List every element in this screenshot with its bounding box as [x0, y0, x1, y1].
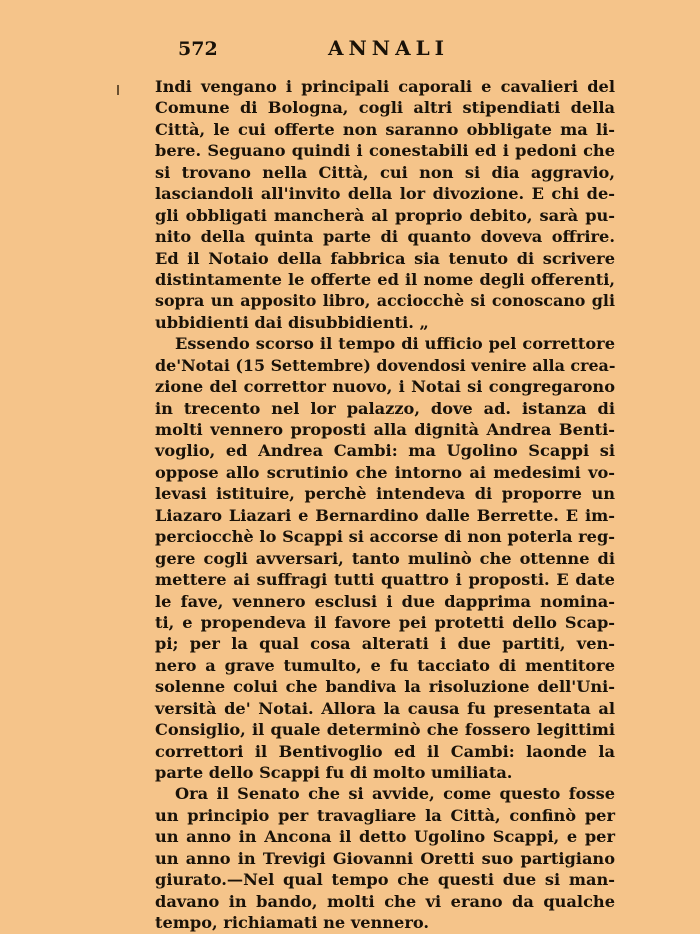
text-line: molti vennero proposti alla dignità Andrea Benti- [155, 420, 615, 439]
text-line: giurato.—Nel qual tempo che questi due si man- [155, 870, 615, 890]
text-line: distintamente le offerte ed il nome degli offerenti, [155, 269, 615, 289]
text-line: Città, le cui offerte non saranno obbligate ma li- [155, 119, 615, 139]
text-line: Ed il Notaio della fabbrica sia tenuto di scrivere [155, 248, 615, 268]
running-title: ANNALI [328, 36, 450, 60]
text-line: Essendo scorso il tempo di ufficio pel correttore [175, 334, 615, 354]
body-text [155, 76, 615, 934]
text-line: de'Notai (15 Settembre) dovendosi venire alla crea- [155, 355, 616, 375]
text-line: pi; per la qual cosa alterati i due partiti, ven- [155, 634, 615, 654]
page-number: 572 [178, 38, 218, 60]
text-line: bere. Seguano quindi i conestabili ed i pedoni che [155, 141, 615, 161]
text-line: nero a grave tumulto, e fu tacciato di mentitore [155, 655, 615, 675]
text-line: Comune di Bologna, cogli altri stipendiati della [155, 98, 615, 118]
text-line: Liazaro Liazari e Bernardino dalle Berrette. E im- [155, 505, 615, 525]
text-line: solenne colui che bandiva la risoluzione dell'Uni- [155, 677, 615, 697]
text-line: Ora il Senato che si avvide, come questo fosse [175, 784, 615, 804]
text-line: levasi istituire, perchè intendeva di proporre un [155, 484, 615, 504]
text-line: ti, e propendeva il favore pei protetti dello Scap- [155, 612, 615, 632]
text-line: davano in bando, molti che vi erano da qualche [155, 891, 615, 911]
text-line: perciocchè lo Scappi si accorse di non poterla reg- [155, 527, 615, 547]
text-line: voglio, ed Andrea Cambi: ma Ugolino Scappi si [155, 441, 615, 461]
text-line: Consiglio, il quale determinò che fossero legittimi [155, 720, 615, 740]
text-line: le fave, vennero esclusi i due dapprima nomina- [155, 591, 615, 611]
text-line: lasciandoli all'invito della lor divozione. E chi de- [155, 184, 615, 204]
text-line: si trovano nella Città, cui non si dia aggravio, [155, 162, 615, 182]
text-line: ubbidienti dai disubbidienti. „ [155, 312, 429, 332]
text-line: versità de' Notai. Allora la causa fu presentata al [155, 698, 615, 718]
text-line: nito della quinta parte di quanto doveva offrire. [155, 227, 615, 247]
text-line: tempo, richiamati ne vennero. [155, 913, 430, 933]
text-line: correttori il Bentivoglio ed il Cambi: laonde la [155, 741, 615, 761]
text-line: un principio per travagliare la Città, confinò per [155, 805, 615, 825]
text-line: oppose allo scrutinio che intorno ai medesimi vo- [155, 462, 615, 482]
text-line: Indi vengano i principali caporali e cavalieri del [155, 77, 615, 96]
text-line: un anno in Trevigi Giovanni Oretti suo partigiano [155, 848, 615, 868]
text-line: gli obbligati mancherà al proprio debito, sarà pu- [155, 205, 615, 225]
text-line: in trecento nel lor palazzo, dove ad. istanza di [155, 398, 615, 418]
text-line: parte dello Scappi fu di molto umiliata. [155, 763, 513, 782]
page-header [178, 36, 618, 64]
text-line: un anno in Ancona il detto Ugolino Scappi, e per [155, 827, 615, 847]
margin-mark [117, 85, 119, 95]
text-line: sopra un apposito libro, acciocchè si conoscano gli [155, 291, 615, 311]
text-line: zione del correttor nuovo, i Notai si congregarono [155, 377, 615, 397]
text-line: gere cogli avversari, tanto mulinò che ottenne di [155, 548, 615, 568]
text-line: mettere ai suffragi tutti quattro i proposti. E date [155, 570, 615, 590]
